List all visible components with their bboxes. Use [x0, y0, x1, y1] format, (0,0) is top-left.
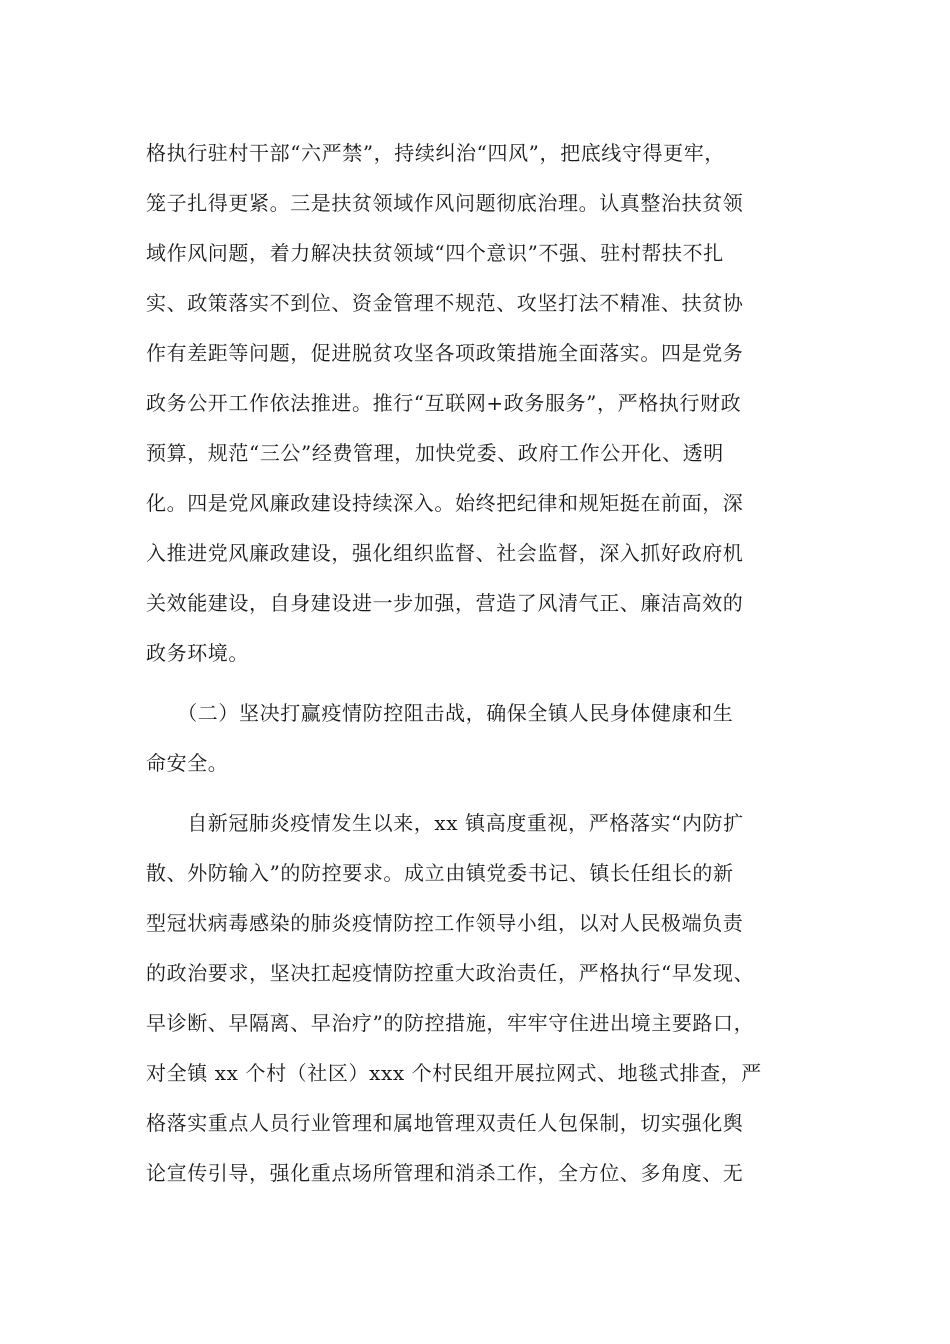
text-line: 预算，规范“三公”经费管理，加快党委、政府工作公开化、透明 [146, 441, 724, 465]
text-line: 政务环境。 [146, 641, 249, 665]
heading-line: 命安全。 [146, 751, 229, 775]
paragraph-discipline [146, 128, 806, 678]
text-line: 型冠状病毒感染的肺炎疫情防控工作领导小组，以对人民极端负责 [146, 911, 744, 935]
text-line: 实、政策落实不到位、资金管理不规范、攻坚打法不精准、扶贫协 [146, 291, 744, 315]
text-line: 化。四是党风廉政建设持续深入。始终把纪律和规矩挺在前面，深 [146, 491, 744, 515]
text-line: 域作风问题，着力解决扶贫领域“四个意识”不强、驻村帮扶不扎 [146, 241, 724, 265]
text-line: 政务公开工作依法推进。推行“互联网+政务服务”，严格执行财政 [146, 391, 742, 415]
text-line: 的政治要求，坚决扛起疫情防控重大政治责任，严格执行“早发现、 [146, 961, 755, 985]
text-line: 自新冠肺炎疫情发生以来，xx 镇高度重视，严格落实“内防扩 [146, 811, 744, 835]
section-heading-epidemic [146, 688, 806, 788]
text-line: 笼子扎得更紧。三是扶贫领域作风问题彻底治理。认真整治扶贫领 [146, 191, 744, 215]
heading-line: （二）坚决打赢疫情防控阻击战，确保全镇人民身体健康和生 [146, 701, 734, 725]
text-line: 关效能建设，自身建设进一步加强，营造了风清气正、廉洁高效的 [146, 591, 744, 615]
text-line: 格落实重点人员行业管理和属地管理双责任人包保制，切实强化舆 [146, 1111, 744, 1135]
text-line: 对全镇 xx 个村（社区）xxx 个村民组开展拉网式、地毯式排查，严 [146, 1061, 762, 1085]
text-line: 作有差距等问题，促进脱贫攻坚各项政策措施全面落实。四是党务 [146, 341, 744, 365]
text-line: 格执行驻村干部“六严禁”，持续纠治“四风”，把底线守得更牢， [146, 141, 725, 165]
paragraph-epidemic-control [146, 798, 806, 1198]
text-line: 入推进党风廉政建设，强化组织监督、社会监督，深入抓好政府机 [146, 541, 744, 565]
text-line: 论宣传引导，强化重点场所管理和消杀工作，全方位、多角度、无 [146, 1161, 744, 1185]
text-line: 散、外防输入”的防控要求。成立由镇党委书记、镇长任组长的新 [146, 861, 734, 885]
text-line: 早诊断、早隔离、早治疗”的防控措施，牢牢守住进出境主要路口， [146, 1011, 755, 1035]
